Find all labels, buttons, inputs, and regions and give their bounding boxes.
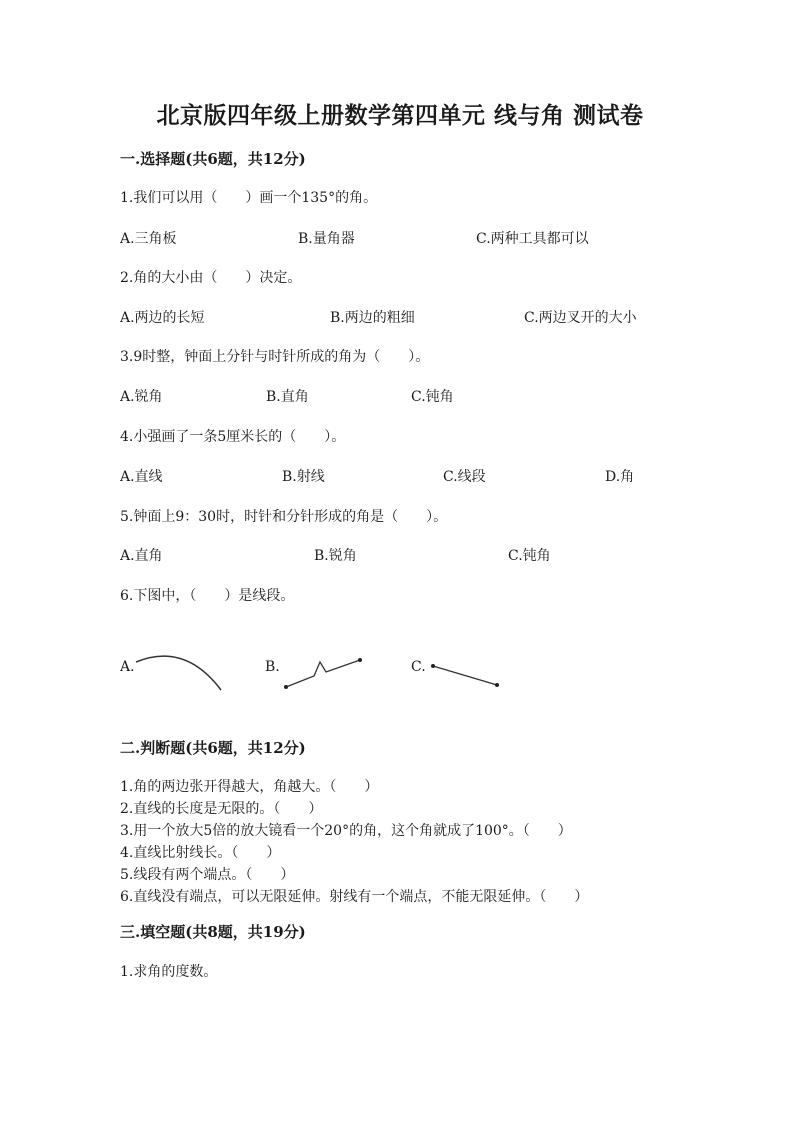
q6-option-a: A.: [120, 659, 135, 675]
question-1: 1.我们可以用（ ）画一个135°的角。: [120, 190, 378, 206]
broken-line-figure: [280, 652, 370, 692]
question-3: 3.9时整，钟面上分针与时针所成的角为（ ）。: [120, 349, 430, 365]
judge-item-2: 2.直线的长度是无限的。（ ）: [120, 801, 323, 817]
q1-option-a: A.三角板: [120, 231, 177, 247]
q6-option-b: B.: [265, 659, 280, 675]
q1-option-c: C.两种工具都可以: [476, 231, 589, 247]
q2-option-b: B.两边的粗细: [330, 310, 415, 326]
page-title: 北京版四年级上册数学第四单元 线与角 测试卷: [156, 102, 644, 129]
question-4: 4.小强画了一条5厘米长的（ ）。: [120, 429, 346, 445]
q3-option-a: A.锐角: [120, 389, 163, 405]
curve-line-figure: [130, 648, 230, 693]
q1-option-b: B.量角器: [298, 231, 355, 247]
judge-item-6: 6.直线没有端点，可以无限延伸。射线有一个端点，不能无限延伸。（ ）: [120, 889, 589, 905]
line-segment-figure: [425, 655, 510, 695]
judge-item-1: 1.角的两边张开得越大，角越大。（ ）: [120, 779, 379, 795]
q5-option-c: C.钝角: [508, 548, 551, 564]
q2-option-c: C.两边叉开的大小: [524, 310, 637, 326]
section-heading-choice: 一.选择题(共6题，共12分): [120, 150, 306, 168]
question-6: 6.下图中，（ ）是线段。: [120, 588, 295, 604]
q5-option-a: A.直角: [120, 548, 163, 564]
question-2: 2.角的大小由（ ）决定。: [120, 270, 302, 286]
section-heading-fill: 三.填空题(共8题，共19分): [120, 923, 306, 941]
q3-option-b: B.直角: [266, 389, 309, 405]
q4-option-c: C.线段: [443, 469, 486, 485]
q4-option-a: A.直线: [120, 469, 163, 485]
judge-item-4: 4.直线比射线长。（ ）: [120, 845, 281, 861]
q4-option-b: B.射线: [282, 469, 325, 485]
q5-option-b: B.锐角: [314, 548, 357, 564]
q2-option-a: A.两边的长短: [120, 310, 205, 326]
judge-item-3: 3.用一个放大5倍的放大镜看一个20°的角，这个角就成了100°。（ ）: [120, 823, 572, 839]
q3-option-c: C.钝角: [411, 389, 454, 405]
judge-item-5: 5.线段有两个端点。（ ）: [120, 867, 295, 883]
q6-option-c: C.: [411, 659, 426, 675]
q4-option-d: D.角: [605, 469, 635, 485]
section-heading-judge: 二.判断题(共6题，共12分): [120, 739, 306, 757]
fill-question-1: 1.求角的度数。: [120, 964, 218, 980]
question-5: 5.钟面上9：30时，时针和分针形成的角是（ ）。: [120, 509, 448, 525]
